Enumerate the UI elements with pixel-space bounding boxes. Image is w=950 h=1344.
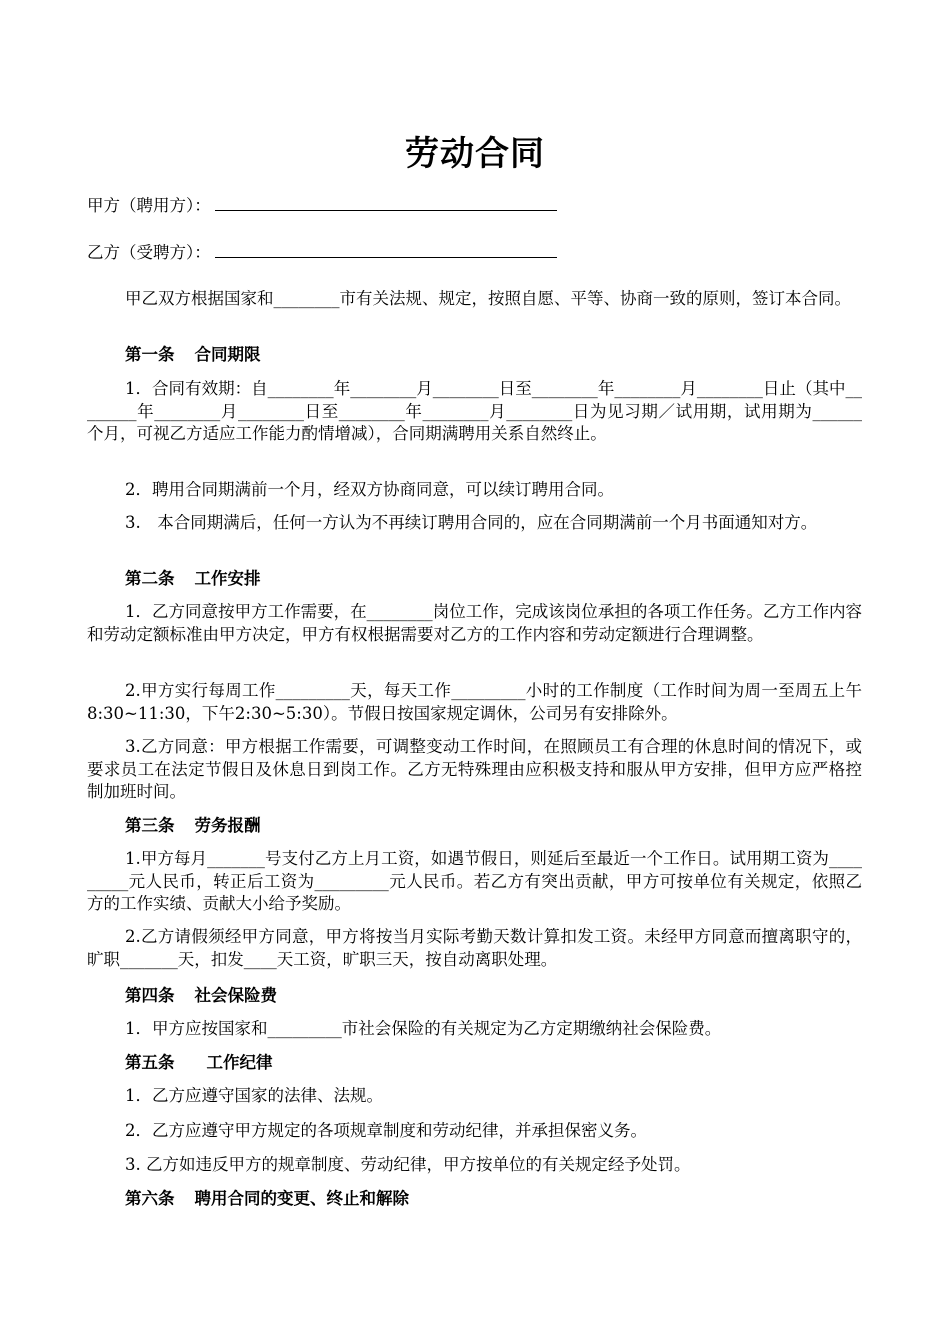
article-1-heading [125, 343, 261, 367]
party-b-blank [215, 242, 557, 258]
article-1-clause-1: 1．合同有效期：自________年________月________日至________年________月________日止（其中________年________月________日至________年________月________日为见习期／试用期，试用期为______个月，可视乙方适应工作能力酌情增减），合同期满聘用关系自然终止。 [87, 379, 862, 443]
article-5-clause-2: 2．乙方应遵守甲方规定的各项规章制度和劳动纪律，并承担保密义务。 [125, 1121, 647, 1140]
article-4-number: 第四条 [125, 986, 175, 1005]
intro-paragraph: 甲乙双方根据国家和________市有关法规、规定，按照自愿、平等、协商一致的原则，签订本合同。 [125, 289, 851, 308]
article-4-heading [125, 984, 277, 1008]
page-title: 劳动合同 [405, 134, 545, 174]
article-1-number: 第一条 [125, 345, 175, 364]
article-2-heading [125, 567, 261, 591]
party-a-blank [215, 195, 557, 211]
article-3-title: 劳务报酬 [194, 816, 261, 835]
article-6-title: 聘用合同的变更、终止和解除 [194, 1189, 409, 1208]
article-3-number: 第三条 [125, 816, 175, 835]
article-5-number: 第五条 [125, 1053, 175, 1072]
article-3-heading [125, 814, 261, 838]
party-b-line [87, 241, 887, 265]
article-5-title: 工作纪律 [206, 1053, 273, 1072]
party-b-label: 乙方（受聘方）： [87, 243, 211, 262]
article-2-number: 第二条 [125, 569, 175, 588]
party-a-line [87, 194, 887, 218]
article-5-clause-1: 1．乙方应遵守国家的法律、法规。 [125, 1086, 383, 1105]
article-1-clause-3: 3. 本合同期满后，任何一方认为不再续订聘用合同的，应在合同期满前一个月书面通知对方。 [125, 513, 818, 532]
party-a-label: 甲方（聘用方）： [87, 196, 211, 215]
article-2-clause-2: 2.甲方实行每周工作_________天，每天工作_________小时的工作制度（工作时间为周一至周五上午8:30~11:30，下午2:30~5:30）。节假日按国家规定调休，公司另有安排除外。 [87, 681, 862, 723]
article-4-title: 社会保险费 [194, 986, 277, 1005]
article-3-clause-2: 2.乙方请假须经甲方同意，甲方将按当月实际考勤天数计算扣发工资。未经甲方同意而擅离职守的，旷职_______天，扣发____天工资，旷职三天，按自动离职处理。 [87, 927, 862, 969]
article-1-title: 合同期限 [194, 345, 261, 364]
article-2-title: 工作安排 [194, 569, 261, 588]
article-5-clause-3: 3. 乙方如违反甲方的规章制度、劳动纪律，甲方按单位的有关规定经予处罚。 [125, 1155, 691, 1174]
article-4-clause-1: 1．甲方应按国家和_________市社会保险的有关规定为乙方定期缴纳社会保险费。 [125, 1019, 722, 1038]
article-5-heading [125, 1051, 273, 1075]
article-2-clause-3: 3.乙方同意：甲方根据工作需要，可调整变动工作时间，在照顾员工有合理的休息时间的情况下，或要求员工在法定节假日及休息日到岗工作。乙方无特殊理由应积极支持和服从甲方安排，但甲方应严格控制加班时间。 [87, 737, 862, 801]
article-1-clause-2: 2．聘用合同期满前一个月，经双方协商同意，可以续订聘用合同。 [125, 480, 614, 499]
article-3-clause-1: 1.甲方每月_______号支付乙方上月工资，如遇节假日，则延后至最近一个工作日。试用期工资为_________元人民币，转正后工资为_________元人民币。若乙方有突出贡献，甲方可按单位有关规定，依照乙方的工作实绩、贡献大小给予奖励。 [87, 849, 862, 913]
article-2-clause-1: 1．乙方同意按甲方工作需要，在________岗位工作，完成该岗位承担的各项工作任务。乙方工作内容和劳动定额标准由甲方决定，甲方有权根据需要对乙方的工作内容和劳动定额进行合理调整。 [87, 602, 862, 644]
article-6-number: 第六条 [125, 1189, 175, 1208]
article-6-heading [125, 1187, 409, 1211]
